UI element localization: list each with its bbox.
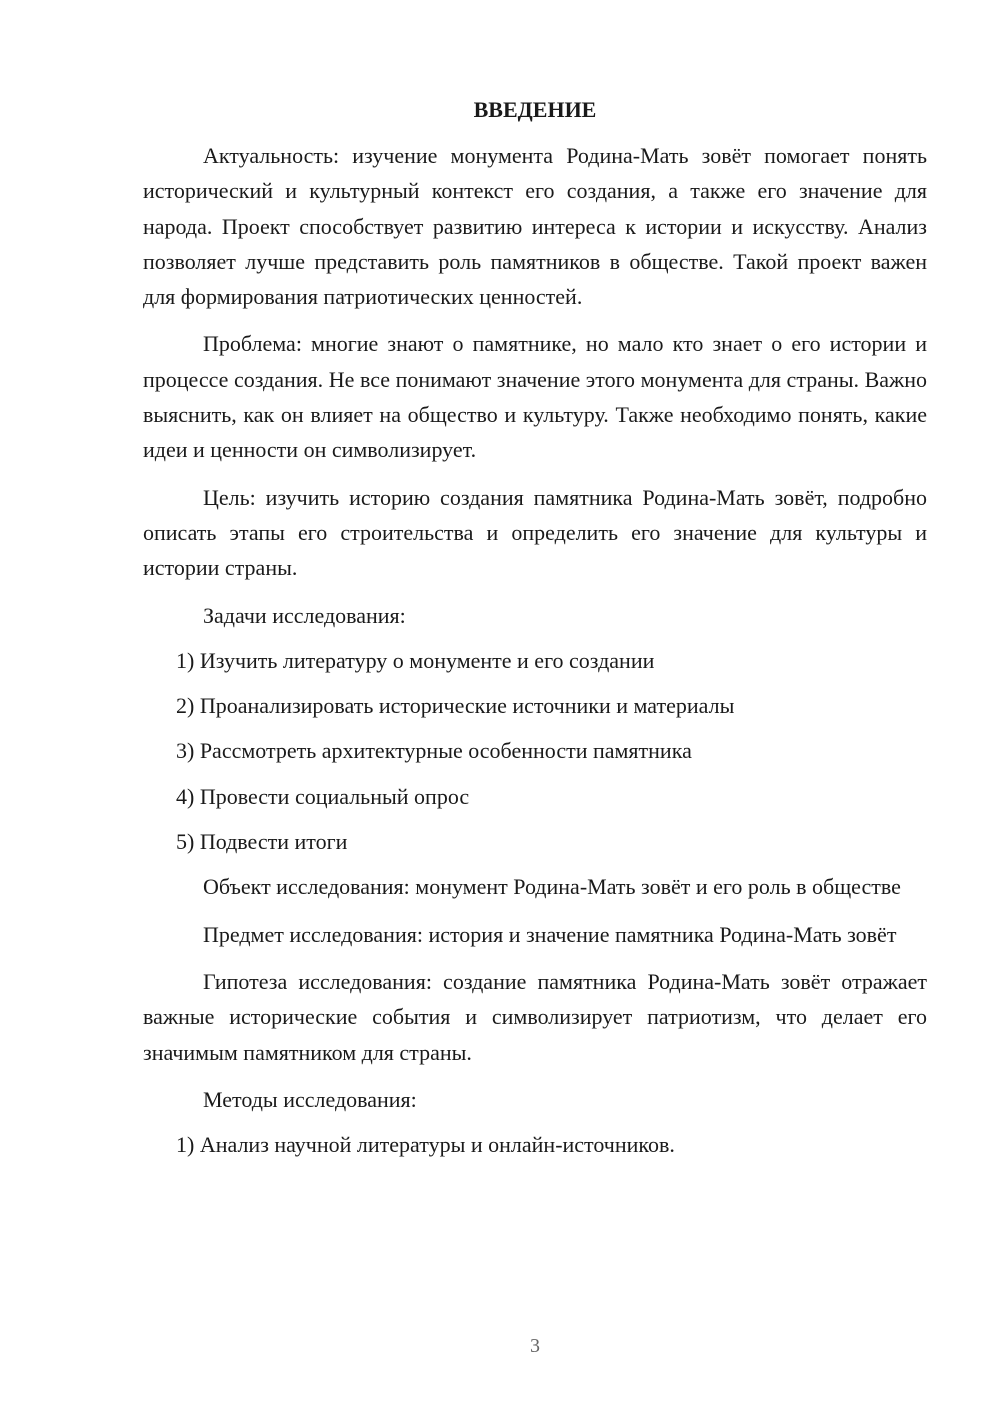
list-item: 1) Анализ научной литературы и онлайн-источников. (176, 1132, 675, 1158)
object-paragraph: Объект исследования: монумент Родина-Мать зовёт и его роль в обществе (203, 874, 901, 900)
document-page (143, 94, 927, 1172)
list-item: 3) Рассмотреть архитектурные особенности памятника (176, 738, 692, 764)
section-heading: ВВЕДЕНИЕ (473, 97, 597, 122)
list-item: 2) Проанализировать исторические источники и материалы (176, 693, 735, 719)
hypothesis-paragraph: Гипотеза исследования: создание памятника Родина-Мать зовёт отражает важные исторические события и символизирует патриотизм, что делает его значимым памятником для страны. (143, 968, 927, 1065)
page-number: 3 (530, 1335, 540, 1357)
goal-paragraph: Цель: изучить историю создания памятника Родина-Мать зовёт, подробно описать этапы его строительства и определить его значение для культуры и истории страны. (143, 484, 927, 581)
subject-paragraph: Предмет исследования: история и значение памятника Родина-Мать зовёт (203, 921, 897, 947)
methods-title: Методы исследования: (203, 1086, 417, 1112)
tasks-list (143, 643, 927, 859)
methods-list (143, 1127, 927, 1162)
list-item: 4) Провести социальный опрос (176, 783, 470, 809)
list-item: 5) Подвести итоги (176, 829, 348, 855)
tasks-title: Задачи исследования: (203, 602, 406, 628)
problem-paragraph: Проблема: многие знают о памятнике, но мало кто знает о его истории и процессе создания. Не все понимают значение этого монумента для страны. Важно выяснить, как он влияет на общество и культуру. Также необходимо понять, какие идеи и ценности он символизирует. (143, 331, 927, 463)
relevance-paragraph: Актуальность: изучение монумента Родина-Мать зовёт помогает понять исторический и культурный контекст его создания, а также его значение для народа. Проект способствует развитию интереса к истории и искусству. Анализ позволяет лучше представить роль памятников в обществе. Такой проект важен для формирования патриотических ценностей. (143, 143, 927, 310)
list-item: 1) Изучить литературу о монументе и его создании (176, 647, 655, 673)
